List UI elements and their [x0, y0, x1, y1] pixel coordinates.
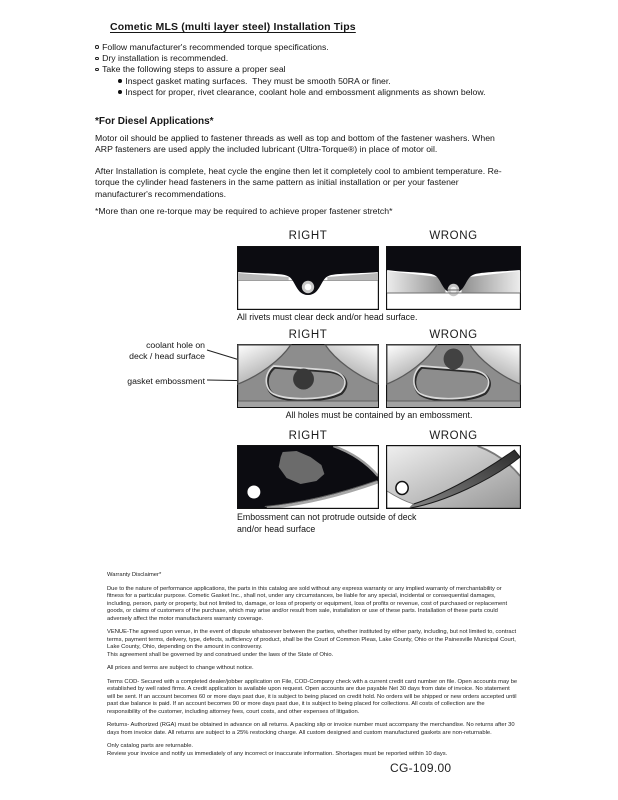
diagram-embossment-protrude-right	[237, 445, 379, 509]
warranty-paragraph: Due to the nature of performance applications, the parts in this catalog are sold without any express warranty or any implied warranty of merchantability or fitness for a particular purpose. Cometic Gasket Inc., shall not, under any circumstances, be liable for any special, incidental or consequential damages, including, person, party or property, but not limited to, damage, or loss of property or equipment, loss of profits or revenue, cost of purchased or replacement goods, or claims of customers of the purchase, which may arise and/or result from sale, installation or use of these parts. Installation of these parts could adversely affect the motor manufacturers warranty coverage.	[107, 585, 508, 622]
warranty-paragraph: Review your invoice and notify us immediately of any incorrect or inaccurate information. Shortages must be reported within 10 days.	[107, 750, 448, 757]
right-header: RIGHT	[288, 329, 328, 341]
diagram-rivet-wrong	[386, 246, 521, 310]
wrong-header: WRONG	[429, 329, 478, 341]
diagram-rivet-right	[237, 246, 379, 310]
tip-text: Dry installation is recommended.	[102, 53, 229, 64]
page-title: Cometic MLS (multi layer steel) Installation Tips	[110, 21, 356, 33]
bullet-circle-icon	[95, 45, 99, 49]
row2-caption: All holes must be contained by an embossment.	[285, 410, 473, 420]
list-item	[95, 42, 535, 53]
right-header: RIGHT	[288, 430, 328, 442]
warranty-disclaimer	[107, 572, 519, 758]
page-number: CG-109.00	[390, 761, 452, 775]
coolant-hole-label	[95, 340, 205, 362]
diesel-paragraph-2: After Installation is complete, heat cycle the engine then let it completely cool to ambient temperature. Re-torque the cylinder head fasteners in the same pattern as initial installation or per your fastener manufacturer's recommendations.	[95, 166, 502, 199]
label-line: coolant hole on	[146, 340, 205, 350]
tip-text: Take the following steps to assure a proper seal	[102, 64, 286, 75]
warranty-paragraph: VENUE-The agreed upon venue, in the event of dispute whatsoever between the parties, whether instituted by either party, including, but not limited to, contract terms, payment terms, delivery, type, defects, sufficiency of product, shall be the Court of Common Pleas, Lake County, Ohio or the Painesville Municipal Court, Lake County, Ohio, depending on the amount in controversy.	[107, 629, 517, 650]
diesel-applications-heading: *For Diesel Applications*	[95, 116, 214, 127]
diagram-embossment-hole-wrong	[386, 344, 521, 408]
bullet-dot-icon	[118, 79, 122, 83]
bullet-dot-icon	[118, 90, 122, 94]
tip-text: Inspect gasket mating surfaces. They must be smooth 50RA or finer.	[125, 75, 391, 86]
warranty-paragraph: Terms COD- Secured with a completed dealer/jobber application on File, COD-Company check with a current credit card number on file. Open accounts may be established by well rated firms. A credit application is available upon request. Open accounts are due payable Net 30 days from date of invoice. No statement will be sent. If an account becomes 60 or more days past due, it is subject to being placed on credit hold. No orders will be shipped or new orders accepted until past due balance is paid. If an account becomes 90 or more days past due, it is subject to being placed for collections. All costs of collection are the responsibility of the customer, including attorney fees, court costs, and other expenses of litigation.	[107, 678, 518, 715]
row3-caption	[237, 512, 537, 535]
wrong-header: WRONG	[429, 230, 478, 242]
warranty-paragraph: This agreement shall be governed by and construed under the laws of the State of Ohio.	[107, 651, 334, 658]
bullet-circle-icon	[95, 57, 99, 61]
retorque-note: *More than one re-torque may be required to achieve proper fastener stretch*	[95, 206, 393, 216]
wrong-header: WRONG	[429, 430, 478, 442]
diagram-embossment-hole-right	[237, 344, 379, 408]
list-item	[95, 53, 535, 64]
label-line: deck / head surface	[129, 350, 205, 361]
tip-text: Inspect for proper, rivet clearance, coolant hole and embossment alignments as shown below.	[125, 86, 486, 97]
warranty-paragraph: All prices and terms are subject to change without notice.	[107, 665, 254, 671]
caption-line: and/or head surface	[237, 523, 316, 534]
gasket-embossment-label: gasket embossment	[127, 376, 205, 386]
bullet-circle-icon	[95, 68, 99, 72]
warranty-heading: Warranty Disclaimer*	[107, 572, 162, 578]
list-item	[118, 76, 535, 87]
diagram-embossment-protrude-wrong	[386, 445, 521, 509]
list-item	[118, 87, 535, 98]
warranty-paragraph: Only catalog parts are returnable.	[107, 743, 194, 749]
list-item	[95, 64, 535, 75]
right-header: RIGHT	[288, 230, 328, 242]
row1-caption: All rivets must clear deck and/or head surface.	[237, 312, 418, 322]
diesel-paragraph-1: Motor oil should be applied to fastener threads as well as top and bottom of the fastener washers. When ARP fasteners are used apply the included lubricant (Ultra-Torque®) in place of motor oil.	[95, 133, 495, 155]
caption-line: Embossment can not protrude outside of deck	[237, 512, 417, 522]
installation-tips-list	[95, 42, 535, 98]
warranty-paragraph: Returns- Authorized (RGA) must be obtained in advance on all returns. A packing slip or invoice number must accompany the merchandise. No returns after 30 days from invoice date. All returns are subject to a 25% restocking charge. All custom designed and custom manufactured gaskets are non-returnable.	[107, 722, 515, 736]
tip-text: Follow manufacturer's recommended torque specifications.	[102, 42, 329, 52]
